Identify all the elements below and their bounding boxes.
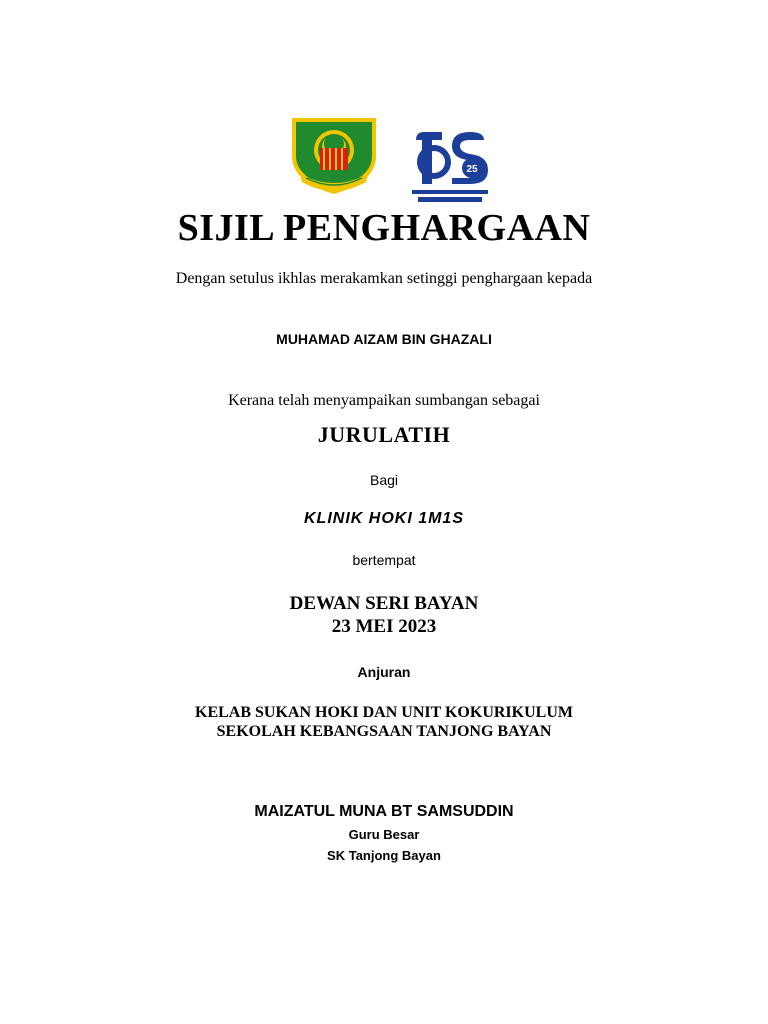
logo-row [0, 108, 768, 208]
venue-name: DEWAN SERI BAYAN [289, 593, 479, 614]
signatory-position: Guru Besar [348, 827, 420, 842]
reason-text: Kerana telah menyampaikan sumbangan sebagai [228, 392, 540, 409]
svg-text:25: 25 [466, 164, 478, 175]
recipient-name: MUHAMAD AIZAM BIN GHAZALI [276, 331, 492, 347]
organizer-line-1: KELAB SUKAN HOKI DAN UNIT KOKURIKULUM [195, 704, 573, 721]
signatory-name: MAIZATUL MUNA BT SAMSUDDIN [254, 803, 514, 820]
school-crest-icon [286, 112, 382, 196]
signatory-school: SK Tanjong Bayan [327, 848, 441, 863]
certificate-title: SIJIL PENGHARGAAN [177, 207, 591, 249]
event-date: 23 MEI 2023 [331, 616, 437, 637]
bagi-label: Bagi [369, 472, 399, 488]
organizer-line-2: SEKOLAH KEBANGSAAN TANJONG BAYAN [216, 723, 552, 740]
role-title: JURULATIH [317, 422, 451, 447]
event-name: KLINIK HOKI 1M1S [303, 510, 464, 527]
anjuran-label: Anjuran [357, 664, 411, 680]
ts25-logo [408, 126, 492, 208]
bertempat-label: bertempat [352, 552, 416, 568]
intro-text: Dengan setulus ikhlas merakamkan setinggi penghargaan kepada [175, 270, 593, 287]
